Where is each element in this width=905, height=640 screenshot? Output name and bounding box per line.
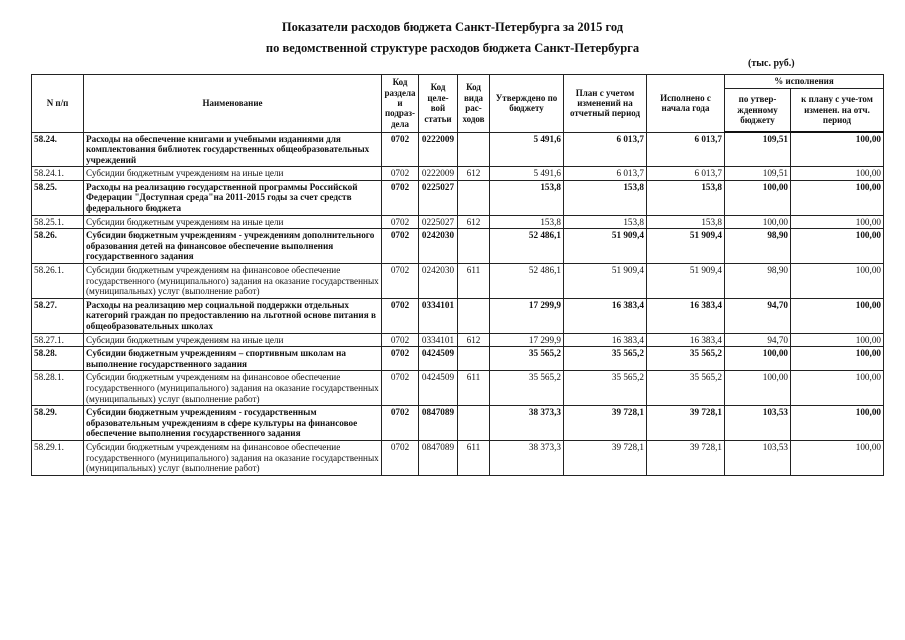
- section-code: 0702: [382, 229, 419, 264]
- row-number: 58.29.1.: [32, 440, 84, 475]
- approved-amount: 35 565,2: [490, 371, 564, 406]
- section-code: 0702: [382, 167, 419, 181]
- table-row: [32, 298, 884, 333]
- approved-amount: 17 299,9: [490, 298, 564, 333]
- plan-amount: 153,8: [564, 180, 647, 215]
- approved-amount: 153,8: [490, 215, 564, 229]
- percent-plan: 100,00: [791, 440, 884, 475]
- percent-plan: 100,00: [791, 229, 884, 264]
- expense-type-code: [458, 298, 490, 333]
- expense-type-code: [458, 180, 490, 215]
- row-number: 58.26.1.: [32, 264, 84, 299]
- row-name: Субсидии бюджетным учреждениям - учреждениям дополнительного образования детей на финансовое обеспечение выполнения государственного задания: [84, 229, 382, 264]
- row-name: Расходы на реализацию мер социальной поддержки отдельных категорий граждан по предоставлению на льготной основе питания в общеобразовательных школах: [84, 298, 382, 333]
- table-row: [32, 180, 884, 215]
- plan-amount: 51 909,4: [564, 229, 647, 264]
- article-code: 0424509: [419, 371, 458, 406]
- plan-amount: 51 909,4: [564, 264, 647, 299]
- section-code: 0702: [382, 298, 419, 333]
- percent-budget: 109,51: [725, 167, 791, 181]
- table-body: [32, 132, 884, 475]
- approved-amount: 153,8: [490, 180, 564, 215]
- table-row: [32, 371, 884, 406]
- approved-amount: 35 565,2: [490, 347, 564, 371]
- article-code: 0225027: [419, 215, 458, 229]
- table-row: [32, 215, 884, 229]
- header-percent-budget: по утвер-жденному бюджету: [725, 89, 791, 133]
- percent-plan: 100,00: [791, 264, 884, 299]
- table-row: [32, 440, 884, 475]
- row-number: 58.25.1.: [32, 215, 84, 229]
- table-row: [32, 347, 884, 371]
- table-row: [32, 333, 884, 347]
- row-number: 58.24.: [32, 132, 84, 167]
- percent-budget: 100,00: [725, 215, 791, 229]
- header-approved: Утверждено по бюджету: [490, 75, 564, 133]
- table-header-row: [32, 75, 884, 89]
- percent-budget: 94,70: [725, 333, 791, 347]
- percent-budget: 98,90: [725, 264, 791, 299]
- row-name: Субсидии бюджетным учреждениям на иные цели: [84, 333, 382, 347]
- expense-type-code: 612: [458, 167, 490, 181]
- plan-amount: 6 013,7: [564, 132, 647, 167]
- row-number: 58.28.1.: [32, 371, 84, 406]
- plan-amount: 16 383,4: [564, 298, 647, 333]
- article-code: 0222009: [419, 167, 458, 181]
- percent-budget: 100,00: [725, 371, 791, 406]
- percent-plan: 100,00: [791, 347, 884, 371]
- percent-plan: 100,00: [791, 333, 884, 347]
- executed-amount: 39 728,1: [647, 440, 725, 475]
- approved-amount: 5 491,6: [490, 132, 564, 167]
- header-name: Наименование: [84, 75, 382, 133]
- page-subtitle: по ведомственной структуре расходов бюджета Санкт-Петербурга: [265, 41, 640, 55]
- article-code: 0334101: [419, 333, 458, 347]
- expense-type-code: 611: [458, 371, 490, 406]
- executed-amount: 16 383,4: [647, 333, 725, 347]
- section-code: 0702: [382, 347, 419, 371]
- row-number: 58.28.: [32, 347, 84, 371]
- header-num: N п/п: [32, 75, 84, 133]
- expense-type-code: 612: [458, 215, 490, 229]
- row-name: Субсидии бюджетным учреждениям на финансовое обеспечение государственного (муниципального) задания на оказание государственных (муниципальных) услуг (выполнение работ): [84, 440, 382, 475]
- percent-budget: 100,00: [725, 180, 791, 215]
- executed-amount: 6 013,7: [647, 167, 725, 181]
- approved-amount: 38 373,3: [490, 406, 564, 441]
- approved-amount: 17 299,9: [490, 333, 564, 347]
- article-code: 0424509: [419, 347, 458, 371]
- section-code: 0702: [382, 406, 419, 441]
- article-code: 0847089: [419, 440, 458, 475]
- percent-plan: 100,00: [791, 298, 884, 333]
- article-code: 0847089: [419, 406, 458, 441]
- section-code: 0702: [382, 180, 419, 215]
- percent-plan: 100,00: [791, 371, 884, 406]
- row-name: Субсидии бюджетным учреждениям на финансовое обеспечение государственного (муниципального) задания на оказание государственных (муниципальных) услуг (выполнение работ): [84, 371, 382, 406]
- article-code: 0242030: [419, 264, 458, 299]
- executed-amount: 6 013,7: [647, 132, 725, 167]
- percent-plan: 100,00: [791, 180, 884, 215]
- percent-plan: 100,00: [791, 215, 884, 229]
- section-code: 0702: [382, 215, 419, 229]
- section-code: 0702: [382, 264, 419, 299]
- section-code: 0702: [382, 371, 419, 406]
- table-row: [32, 264, 884, 299]
- percent-budget: 103,53: [725, 440, 791, 475]
- table-row: [32, 132, 884, 167]
- percent-plan: 100,00: [791, 167, 884, 181]
- header-section-code: Код раздела и подраз-дела: [382, 75, 419, 133]
- article-code: 0222009: [419, 132, 458, 167]
- executed-amount: 16 383,4: [647, 298, 725, 333]
- approved-amount: 52 486,1: [490, 229, 564, 264]
- budget-table: [31, 74, 884, 476]
- plan-amount: 16 383,4: [564, 333, 647, 347]
- expense-type-code: [458, 347, 490, 371]
- plan-amount: 39 728,1: [564, 440, 647, 475]
- row-number: 58.25.: [32, 180, 84, 215]
- header-percent-plan: к плану с уче-том изменен. на отч. период: [791, 89, 884, 133]
- expense-type-code: [458, 406, 490, 441]
- percent-budget: 109,51: [725, 132, 791, 167]
- row-name: Субсидии бюджетным учреждениям на финансовое обеспечение государственного (муниципального) задания на оказание государственных (муниципальных) услуг (выполнение работ): [84, 264, 382, 299]
- row-number: 58.26.: [32, 229, 84, 264]
- plan-amount: 35 565,2: [564, 347, 647, 371]
- row-number: 58.24.1.: [32, 167, 84, 181]
- header-expense-type-code: Код вида рас-ходов: [458, 75, 490, 133]
- header-article-code: Код целе-вой статьи: [419, 75, 458, 133]
- header-percent-group: % исполнения: [725, 75, 884, 89]
- approved-amount: 5 491,6: [490, 167, 564, 181]
- approved-amount: 52 486,1: [490, 264, 564, 299]
- percent-budget: 103,53: [725, 406, 791, 441]
- row-name: Расходы на обеспечение книгами и учебными изданиями для комплектования библиотек государственных общеобразовательных учреждений: [84, 132, 382, 167]
- row-name: Расходы на реализацию государственной программы Российской Федерации "Доступная среда"на 2011-2015 годы за счет средств федерального бюджета: [84, 180, 382, 215]
- executed-amount: 153,8: [647, 215, 725, 229]
- plan-amount: 153,8: [564, 215, 647, 229]
- table-row: [32, 406, 884, 441]
- article-code: 0242030: [419, 229, 458, 264]
- executed-amount: 39 728,1: [647, 406, 725, 441]
- row-number: 58.27.1.: [32, 333, 84, 347]
- header-executed: Исполнено с начала года: [647, 75, 725, 133]
- expense-type-code: 611: [458, 440, 490, 475]
- executed-amount: 35 565,2: [647, 371, 725, 406]
- expense-type-code: [458, 229, 490, 264]
- section-code: 0702: [382, 132, 419, 167]
- percent-plan: 100,00: [791, 406, 884, 441]
- plan-amount: 6 013,7: [564, 167, 647, 181]
- section-code: 0702: [382, 333, 419, 347]
- row-number: 58.27.: [32, 298, 84, 333]
- percent-budget: 94,70: [725, 298, 791, 333]
- article-code: 0334101: [419, 298, 458, 333]
- executed-amount: 35 565,2: [647, 347, 725, 371]
- executed-amount: 51 909,4: [647, 264, 725, 299]
- expense-type-code: [458, 132, 490, 167]
- executed-amount: 153,8: [647, 180, 725, 215]
- row-number: 58.29.: [32, 406, 84, 441]
- executed-amount: 51 909,4: [647, 229, 725, 264]
- header-plan: План с учетом изменений на отчетный период: [564, 75, 647, 133]
- plan-amount: 39 728,1: [564, 406, 647, 441]
- article-code: 0225027: [419, 180, 458, 215]
- percent-plan: 100,00: [791, 132, 884, 167]
- table-row: [32, 229, 884, 264]
- percent-budget: 100,00: [725, 347, 791, 371]
- plan-amount: 35 565,2: [564, 371, 647, 406]
- row-name: Субсидии бюджетным учреждениям на иные цели: [84, 167, 382, 181]
- approved-amount: 38 373,3: [490, 440, 564, 475]
- expense-type-code: 611: [458, 264, 490, 299]
- row-name: Субсидии бюджетным учреждениям на иные цели: [84, 215, 382, 229]
- percent-budget: 98,90: [725, 229, 791, 264]
- row-name: Субсидии бюджетным учреждениям – спортивным школам на выполнение государственного задания: [84, 347, 382, 371]
- section-code: 0702: [382, 440, 419, 475]
- table-row: [32, 167, 884, 181]
- units-note: (тыс. руб.): [748, 58, 795, 69]
- row-name: Субсидии бюджетным учреждениям - государственным образовательным учреждениям в сфере культуры на финансовое обеспечение выполнения государственного задания: [84, 406, 382, 441]
- page-title: Показатели расходов бюджета Санкт-Петербурга за 2015 год: [281, 20, 624, 34]
- expense-type-code: 612: [458, 333, 490, 347]
